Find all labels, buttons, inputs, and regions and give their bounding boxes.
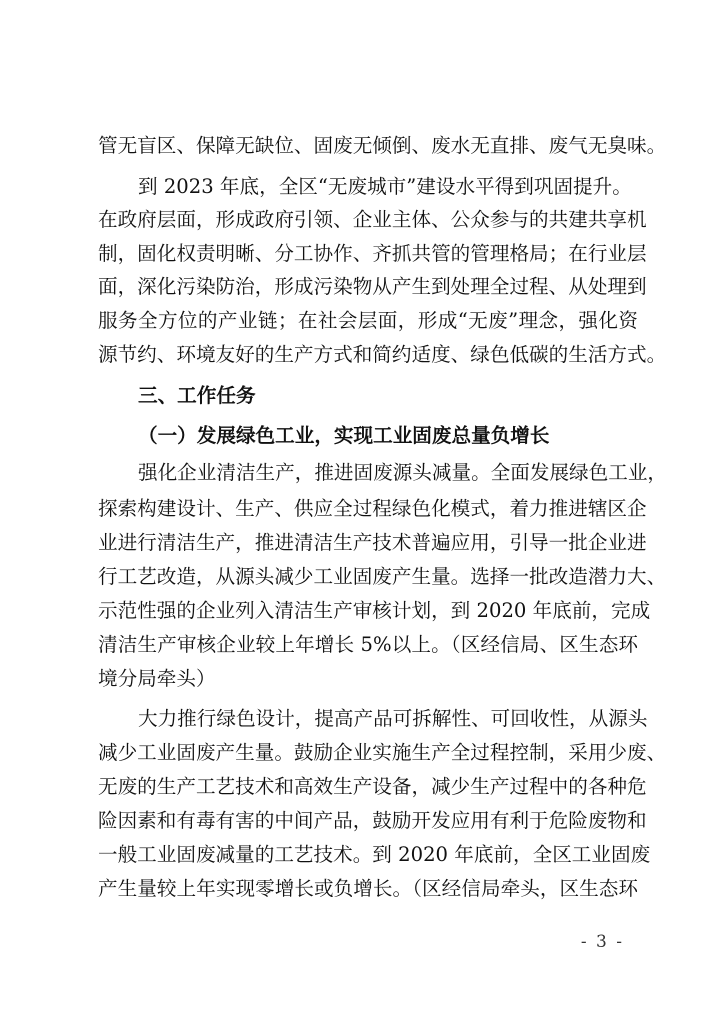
paragraph-line: 示范性强的企业列入清洁生产审核计划，到 2020 年底前，完成	[98, 599, 651, 622]
paragraph-line: 无废的生产工艺技术和高效生产设备，减少生产过程中的各种危	[98, 775, 647, 798]
paragraph-line: 面，深化污染防治，形成污染物从产生到处理全过程、从处理到	[98, 275, 647, 298]
paragraph-line: 强化企业清洁生产，推进固废源头减量。全面发展绿色工业，	[138, 461, 668, 484]
paragraph-line: 清洁生产审核企业较上年增长 5%以上。（区经信局、区生态环	[98, 633, 638, 656]
subsection-heading: （一）发展绿色工业，实现工业固废总量负增长	[138, 424, 550, 447]
paragraph-line: 产生量较上年实现零增长或负增长。（区经信局牵头，区生态环	[98, 877, 638, 900]
section-heading: 三、工作任务	[138, 384, 256, 407]
paragraph-line: 源节约、环境友好的生产方式和简约适度、绿色低碳的生活方式。	[98, 343, 667, 366]
paragraph-line: 在政府层面，形成政府引领、企业主体、公众参与的共建共享机	[98, 208, 647, 231]
paragraph-line: 减少工业固废产生量。鼓励企业实施生产全过程控制，采用少废、	[98, 741, 667, 764]
page-number: - 3 -	[580, 932, 624, 952]
paragraph-line: 服务全方位的产业链；在社会层面，形成“无废”理念，强化资	[98, 309, 638, 332]
paragraph-line: 境分局牵头）	[98, 667, 216, 690]
paragraph-line: 大力推行绿色设计，提高产品可拆解性、可回收性，从源头	[138, 707, 648, 730]
paragraph-line: 行工艺改造，从源头减少工业固废产生量。选择一批改造潜力大、	[98, 565, 667, 588]
paragraph-line: 到 2023 年底，全区“无废城市”建设水平得到巩固提升。	[138, 175, 632, 198]
paragraph-line: 探索构建设计、生产、供应全过程绿色化模式，着力推进辖区企	[98, 497, 647, 520]
paragraph-line: 管无盲区、保障无缺位、固废无倾倒、废水无直排、废气无臭味。	[98, 134, 667, 157]
paragraph-line: 险因素和有毒有害的中间产品，鼓励开发应用有利于危险废物和	[98, 809, 647, 832]
paragraph-line: 一般工业固废减量的工艺技术。到 2020 年底前，全区工业固废	[98, 843, 651, 866]
paragraph-line: 业进行清洁生产，推进清洁生产技术普遍应用，引导一批企业进	[98, 531, 647, 554]
paragraph-line: 制，固化权责明晰、分工协作、齐抓共管的管理格局；在行业层	[98, 242, 647, 265]
